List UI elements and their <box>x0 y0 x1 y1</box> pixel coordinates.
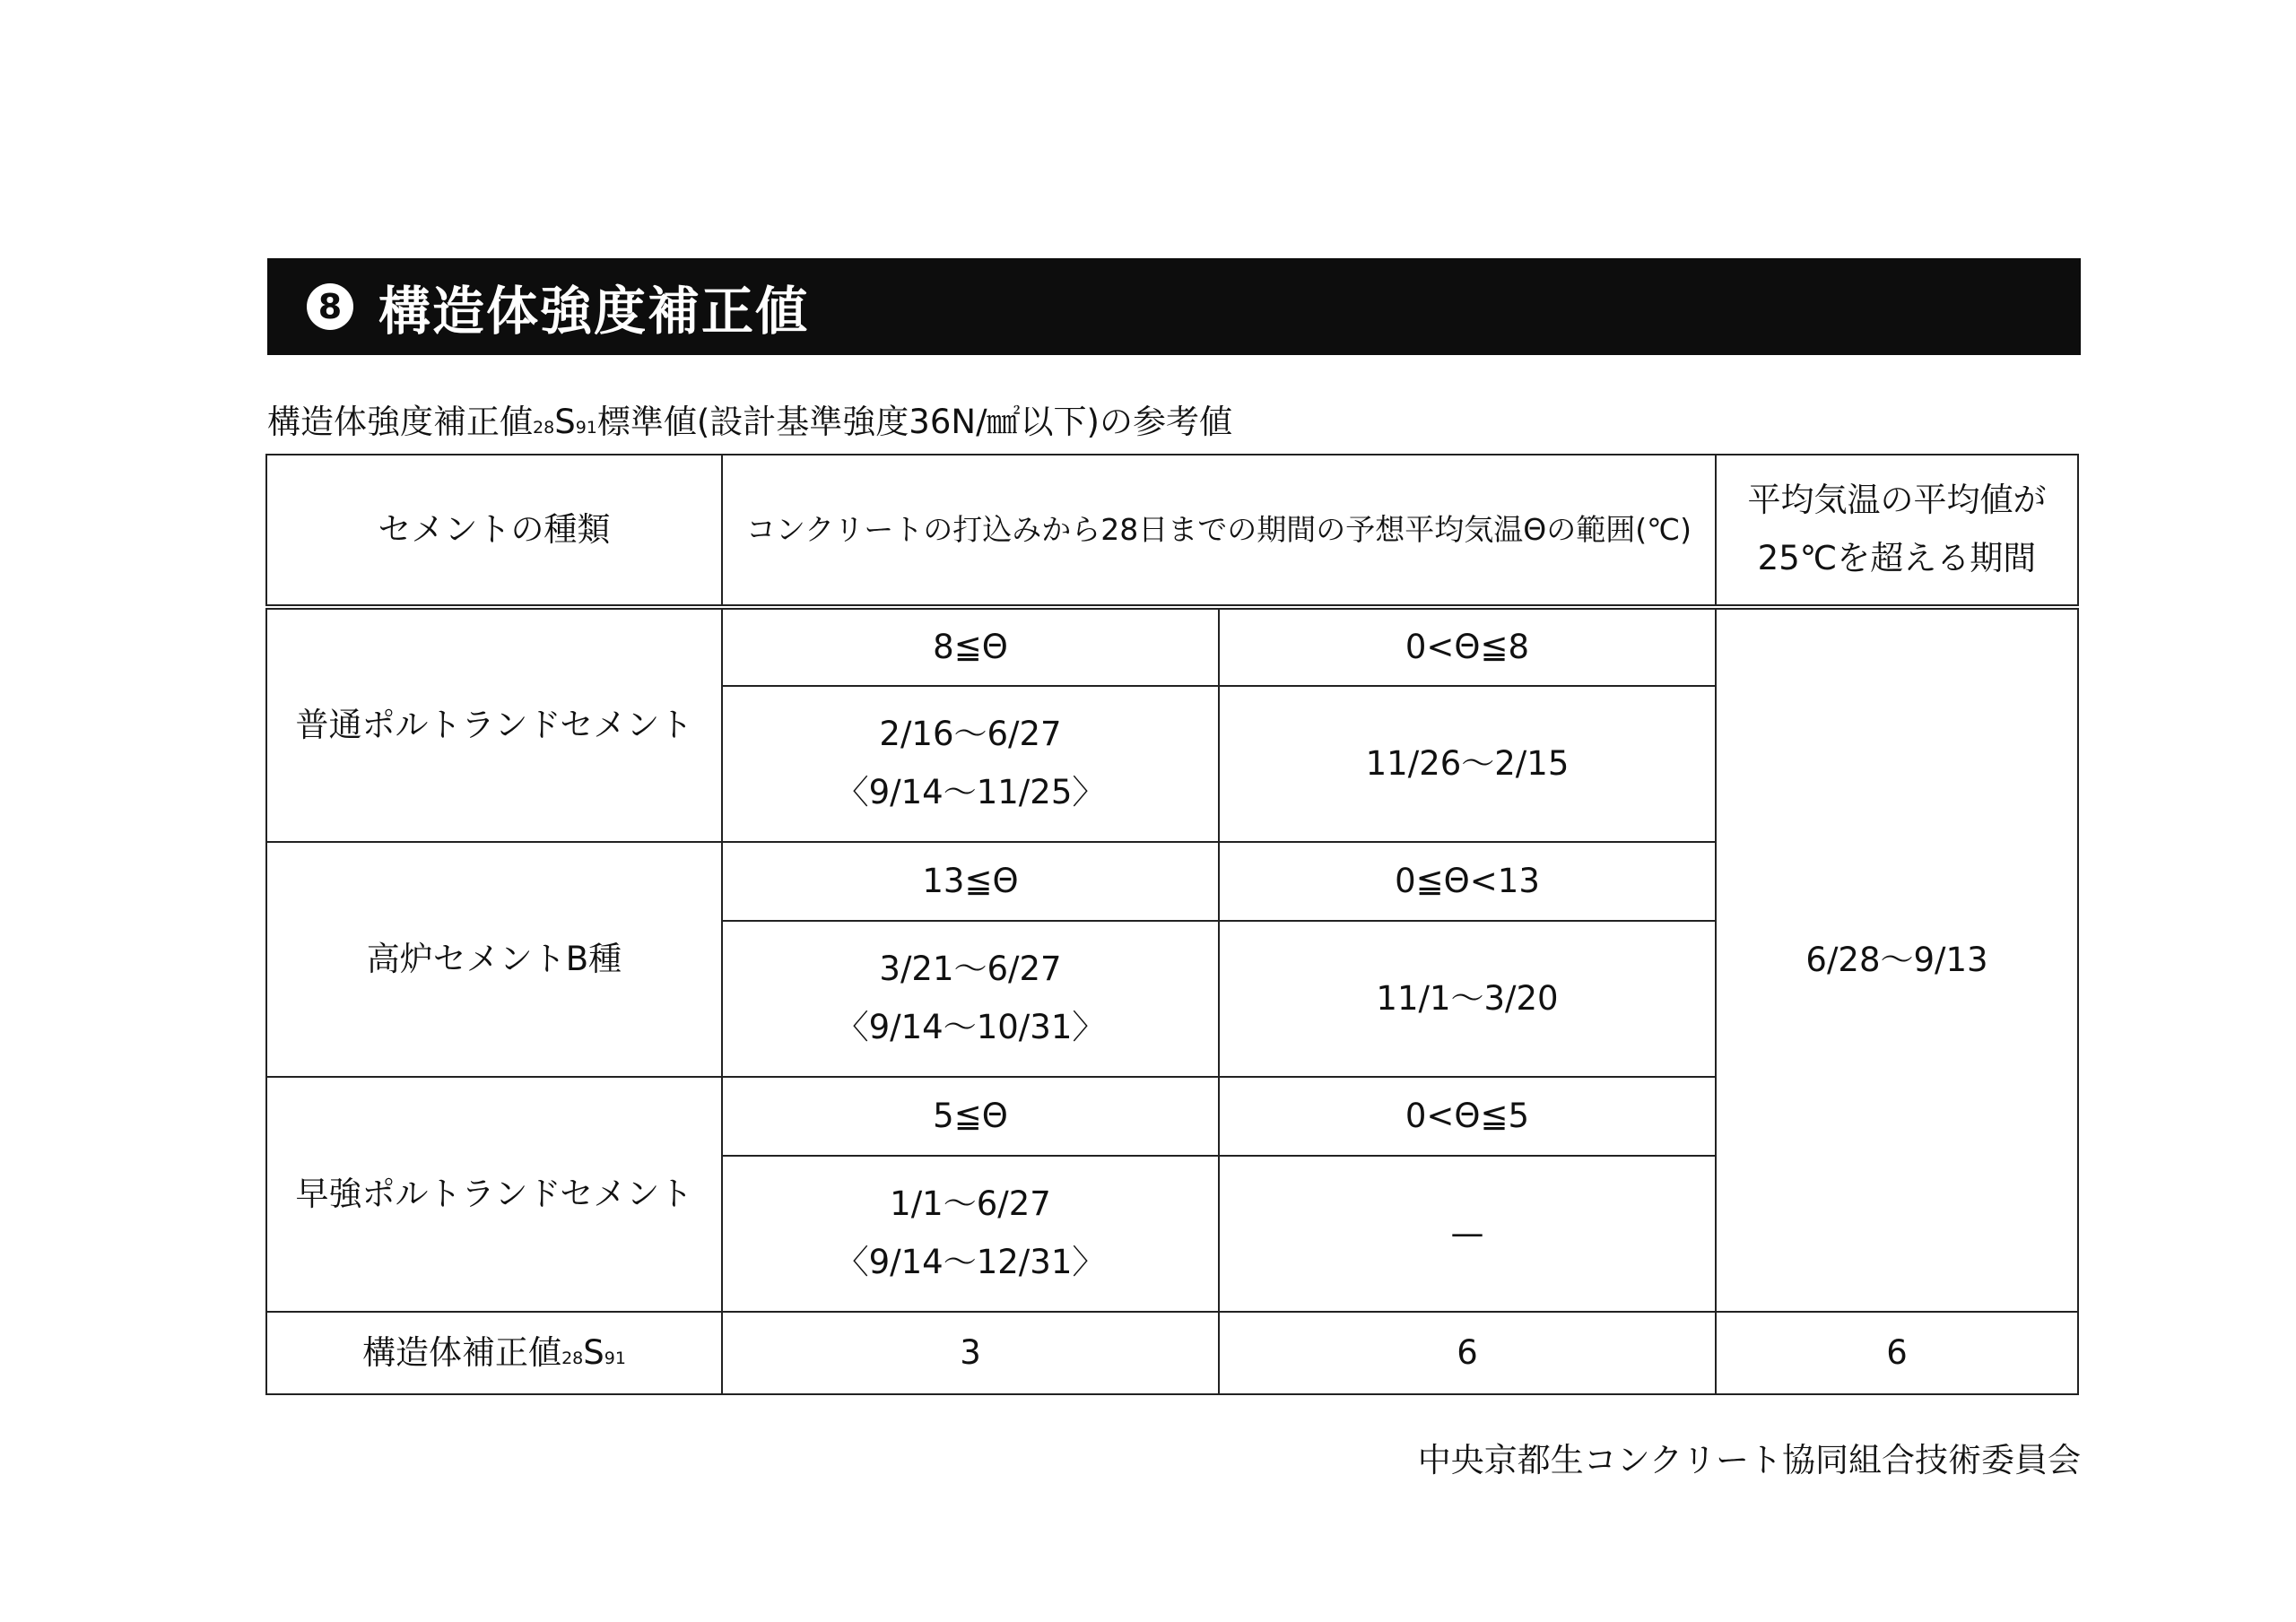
caption-subscript-28: 28 <box>533 418 555 438</box>
header-hot-period <box>1716 455 2078 607</box>
period-line1: 2/16〜6/27 <box>879 715 1062 754</box>
condition-cell: 5≦Θ <box>722 1077 1219 1156</box>
correction-label-s: S <box>583 1332 604 1372</box>
section-title: 構造体強度補正値 <box>378 281 810 342</box>
cement-name: 早強ポルトランドセメント <box>266 1077 722 1312</box>
condition-cell: 13≦Θ <box>722 842 1219 921</box>
table-caption <box>267 395 1232 443</box>
correction-label-subscript-91: 91 <box>604 1348 626 1368</box>
table-header-row <box>266 455 2078 607</box>
period-line1: 1/1〜6/27 <box>890 1184 1051 1224</box>
correction-value-row <box>266 1312 2078 1394</box>
cement-name: 高炉セメントB種 <box>266 842 722 1077</box>
condition-cell: 0<Θ≦5 <box>1219 1077 1716 1156</box>
period-cell: 11/26〜2/15 <box>1219 686 1716 842</box>
period-line2: 〈9/14〜12/31〉 <box>835 1243 1106 1281</box>
condition-cell: 8≦Θ <box>722 607 1219 686</box>
header-temp-range: コンクリートの打込みから28日までの期間の予想平均気温Θの範囲(℃) <box>722 455 1716 607</box>
cement-name: 普通ポルトランドセメント <box>266 607 722 842</box>
correction-label-prefix: 構造体補正値 <box>362 1332 562 1372</box>
period-cell <box>722 921 1219 1077</box>
section-number-badge: 8 <box>307 283 353 330</box>
correction-label-subscript-28: 28 <box>561 1348 584 1368</box>
hot-period-value: 6/28〜9/13 <box>1716 607 2078 1312</box>
period-cell <box>722 1156 1219 1312</box>
correction-table <box>265 454 2079 1395</box>
caption-symbol-s: S <box>554 403 576 441</box>
header-hot-period-line2: 25℃を超える期間 <box>1757 539 2037 577</box>
caption-suffix: 標準値(設計基準強度36N/㎟以下)の参考値 <box>596 403 1232 441</box>
period-cell: — <box>1219 1156 1716 1312</box>
period-cell <box>722 686 1219 842</box>
footer-organization: 中央京都生コンクリート協同組合技術委員会 <box>1417 1441 2081 1479</box>
section-title-bar <box>267 258 2081 355</box>
condition-cell: 0<Θ≦8 <box>1219 607 1716 686</box>
header-hot-period-line1: 平均気温の平均値が <box>1747 481 2047 520</box>
correction-value: 6 <box>1716 1312 2078 1394</box>
period-line1: 3/21〜6/27 <box>879 950 1062 989</box>
correction-value: 3 <box>722 1312 1219 1394</box>
period-cell: 11/1〜3/20 <box>1219 921 1716 1077</box>
correction-label <box>266 1312 722 1394</box>
correction-value: 6 <box>1219 1312 1716 1394</box>
table-row <box>266 607 2078 686</box>
condition-cell: 0≦Θ<13 <box>1219 842 1716 921</box>
header-cement-type: セメントの種類 <box>266 455 722 607</box>
period-line2: 〈9/14〜10/31〉 <box>835 1008 1106 1046</box>
caption-subscript-91: 91 <box>575 418 597 438</box>
period-line2: 〈9/14〜11/25〉 <box>835 773 1106 811</box>
caption-prefix: 構造体強度補正値 <box>267 403 533 441</box>
